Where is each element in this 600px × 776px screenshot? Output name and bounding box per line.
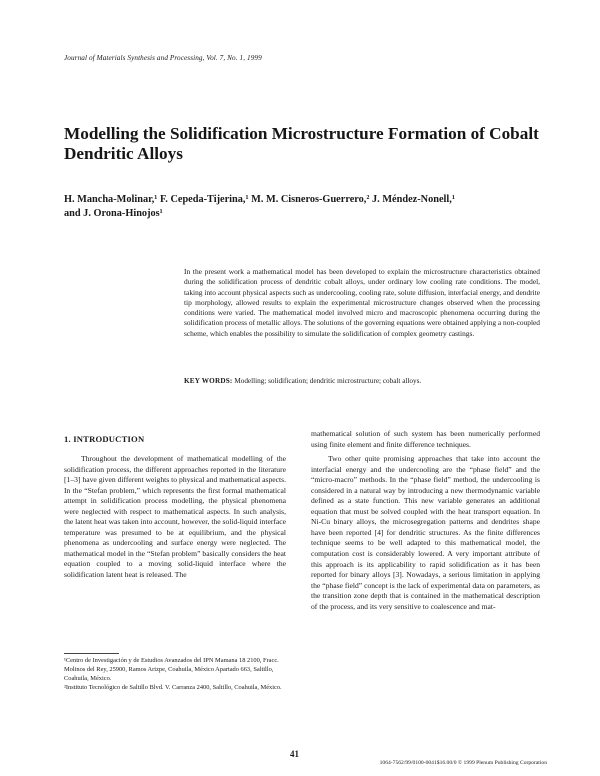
paragraph: mathematical solution of such system has been numerically performed using finite element and finite difference techniques. — [311, 429, 540, 449]
paragraph: Two other quite promising approaches that take into account the interfacial energy and the undercooling are the “phase field” and the “micro-macro” methods. In the “phase field” method, the undercooling is considered in a natural way by introducing a new thermodynamic variable defined as a state function. This new variable generates an additional equation that must be solved coupled with the heat transport equation. In Ni-Cu binary alloys, the microsegregation patterns and dendrites shape have been reported [4] for dendritic structures. As the finite differences technique seems to be well adapted to this mathematical model, the computation cost is considerably lowered. A very important attribute of this approach is its applicability to rapid solidification as it has been reported for binary alloys [3]. Nowadays, a serious limitation in applying the “phase field” concept is the lack of experimental data on parameters, as the transition zone depth that is contained in the mathematical description of the process, and its very sensitive to coalescence and mat- — [311, 454, 540, 611]
footnotes — [64, 657, 286, 694]
page-number: 41 — [290, 749, 299, 759]
author-line-2: and J. Orona-Hinojos¹ — [64, 208, 163, 219]
abstract: In the present work a mathematical model has been developed to explain the microstructure characteristics obtained during the solidification process of dendritic cobalt alloys, under ordinary low cooling rate conditions. The model, taking into account physical aspects such as undercooling, cooling rate, solute diffusion, interfacial energy, and dendrite tip morphology, allowed results to explain the experimental microstructure changes observed when the processing conditions were varied. The mathematical model involved micro and macroscopic phenomena occurring during the solidification process of metallic alloys. The solutions of the governing equations were obtained applying a non-coupled scheme, which enables the possibility to simulate the solidification of complex geometry castings. — [184, 267, 540, 338]
author-list — [64, 193, 544, 221]
footnote-divider — [64, 653, 119, 654]
body-column-right — [311, 429, 540, 612]
author-line-1: H. Mancha-Molinar,¹ F. Cepeda-Tijerina,¹ M. M. Cisneros-Guerrero,² J. Méndez-Nonell,¹ — [64, 194, 455, 205]
copyright-line: 1064-7562/99/0100-0041$16.00/0 © 1999 Plenum Publishing Corporation — [379, 760, 547, 766]
section-heading-introduction: 1. INTRODUCTION — [64, 434, 145, 444]
footnote-1: ¹Centro de Investigación y de Estudios Avanzados del IPN Mamana 18 2100, Fracc. Molinos del Rey, 25900, Ramos Arizpe, Coahuila, México Apartado 663, Saltillo, Coahuila, México. — [64, 657, 279, 682]
body-column-left — [64, 454, 286, 581]
keywords-text: Modelling; solidification; dendritic microstructure; cobalt alloys. — [234, 377, 422, 385]
footnote-2: ²Instituto Tecnológico de Saltillo Blvd. V. Carranza 2400, Saltillo, Coahuila, México. — [64, 684, 282, 692]
paragraph: Throughout the development of mathematical modelling of the solidification process, the different approaches reported in the literature [1–3] have given different weights to physical and mathematical aspects. In the “Stefan problem,” which represents the first formal mathematical attempt in solidification process modelling, the physical phenomena were neglected with respect to mathematical aspects. In such analysis, the latent heat was taken into account, however, the solid-liquid interface temperature was presumed to be at equilibrium, and the physical phenomena as undercooling and surface energy were neglected. The mathematical model in the “Stefan problem” basically considers the heat equation coupled to a moving solid-liquid interface where the solidification latent heat is released. The — [64, 454, 286, 580]
article-title: Modelling the Solidification Microstructure Formation of Cobalt Dendritic Alloys — [64, 124, 539, 163]
journal-citation: Journal of Materials Synthesis and Processing, Vol. 7, No. 1, 1999 — [64, 54, 262, 62]
keywords — [184, 376, 540, 386]
keywords-label: KEY WORDS: — [184, 377, 233, 385]
